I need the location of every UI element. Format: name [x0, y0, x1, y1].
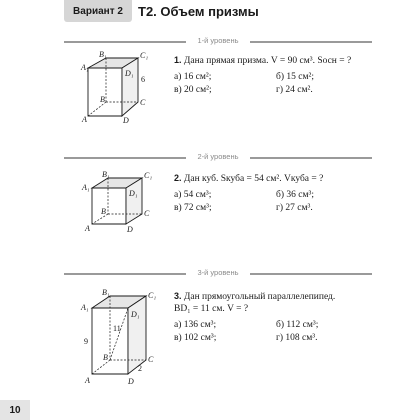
problem-2 — [174, 172, 410, 214]
vertex-label: A — [85, 224, 90, 233]
vertex-label: B — [103, 353, 108, 362]
divider-line — [250, 273, 372, 275]
vertex-label: B — [101, 207, 106, 216]
answer-option[interactable]: г) 108 см³. — [276, 333, 318, 343]
level-divider-1 — [64, 36, 372, 46]
topic-title: Т2. Объем призмы — [138, 4, 259, 19]
answer-options — [174, 71, 410, 96]
level-label: 2-й уровень — [197, 152, 239, 161]
answer-option[interactable]: б) 15 см²; — [276, 72, 314, 82]
problem-1 — [174, 54, 410, 96]
vertex-label: B — [100, 95, 105, 104]
vertex-label: C — [148, 355, 154, 364]
level-label: 3-й уровень — [197, 268, 239, 277]
vertex-label: A — [85, 376, 90, 385]
vertex-label: D₁ — [129, 189, 138, 198]
problem-statement — [174, 54, 410, 67]
vertex-label: D — [123, 116, 129, 125]
variant-tab — [64, 0, 132, 22]
answer-option[interactable]: б) 112 см³; — [276, 320, 319, 330]
answer-option[interactable]: а) 136 см³; — [174, 320, 217, 330]
vertex-label: B₁ — [99, 50, 107, 59]
divider-line — [64, 157, 186, 159]
edge-length-label: 6 — [141, 75, 145, 84]
problem-text: Дана прямая призма. V = 90 см³. Sосн = ? — [183, 56, 352, 66]
problem-text: BD₁ = 11 см. V = ? — [174, 304, 249, 314]
vertex-label: D — [127, 225, 133, 234]
answer-option[interactable]: а) 54 см³; — [174, 190, 212, 200]
parallelepiped-figure — [80, 288, 166, 388]
answer-option[interactable]: в) 20 см²; — [174, 85, 212, 95]
divider-line — [250, 157, 372, 159]
vertex-label: A₁ — [81, 303, 89, 312]
vertex-label: C — [144, 209, 150, 218]
problem-text: Дан прямоугольный параллелепипед. — [183, 292, 336, 302]
vertex-label: C₁ — [140, 51, 149, 60]
answer-option[interactable]: в) 102 см³; — [174, 333, 217, 343]
vertex-label: A — [82, 115, 87, 124]
vertex-label: B₁ — [102, 170, 110, 179]
level-label: 1-й уровень — [197, 36, 239, 45]
divider-line — [250, 41, 372, 43]
prism-figure — [82, 50, 162, 126]
answer-option[interactable]: в) 72 см³; — [174, 203, 212, 213]
problem-statement — [174, 290, 410, 315]
problem-number: 1. — [174, 55, 182, 65]
divider-line — [64, 41, 186, 43]
vertex-label: B₁ — [102, 288, 110, 297]
vertex-label: A₁ — [81, 63, 89, 72]
answer-options — [174, 319, 410, 344]
answer-option[interactable]: г) 27 см³. — [276, 203, 313, 213]
problem-number: 3. — [174, 291, 182, 301]
problem-text: Дан куб. Sкуба = 54 см². Vкуба = ? — [183, 174, 324, 184]
page-number — [0, 400, 30, 420]
answer-option[interactable]: г) 24 см². — [276, 85, 313, 95]
answer-option[interactable]: а) 16 см²; — [174, 72, 212, 82]
problem-statement — [174, 172, 410, 185]
vertex-label: D₁ — [131, 310, 140, 319]
answer-options — [174, 189, 410, 214]
level-divider-2 — [64, 152, 372, 162]
problem-number: 2. — [174, 173, 182, 183]
divider-line — [64, 273, 186, 275]
level-divider-3 — [64, 268, 372, 278]
edge-length-label: 9 — [84, 337, 88, 346]
variant-label: Вариант 2 — [73, 5, 123, 17]
edge-length-label: 2 — [138, 364, 142, 373]
page-number-value: 10 — [9, 404, 21, 416]
vertex-label: A₁ — [82, 183, 90, 192]
diagonal-length-label: 11 — [113, 324, 121, 333]
problem-3 — [174, 290, 410, 344]
vertex-label: D₁ — [125, 69, 134, 78]
answer-option[interactable]: б) 36 см³; — [276, 190, 314, 200]
vertex-label: C — [140, 98, 146, 107]
vertex-label: D — [128, 377, 134, 386]
cube-figure — [82, 170, 162, 236]
vertex-label: C₁ — [148, 291, 157, 300]
vertex-label: C₁ — [144, 171, 153, 180]
